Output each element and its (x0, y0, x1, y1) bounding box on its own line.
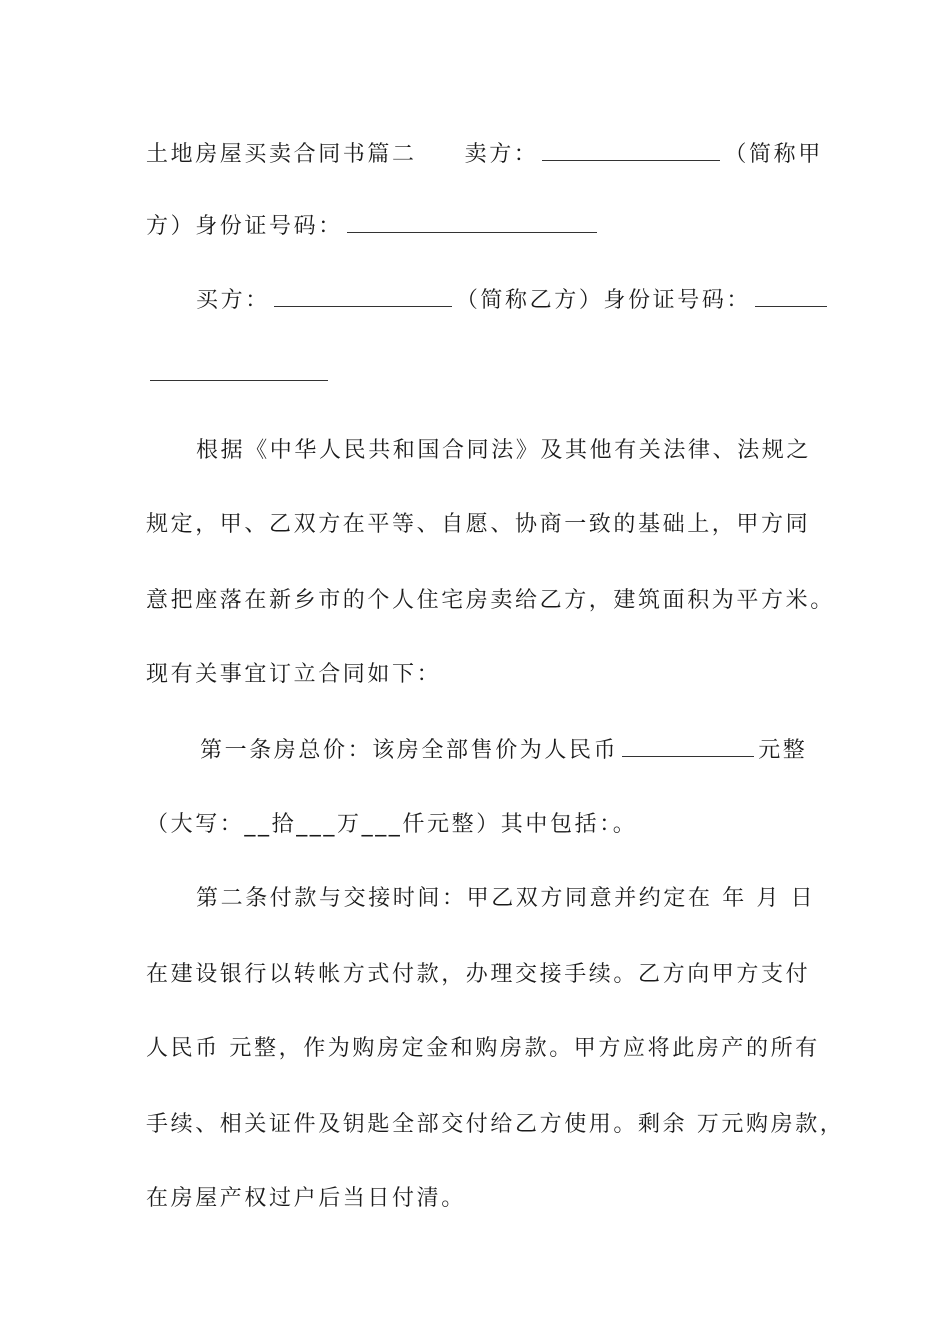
text-run: 意把座落在新乡市的个人住宅房卖给乙方，建筑面积为平方米。 (146, 588, 835, 613)
text-run: （简称乙方）身份证号码： (455, 288, 752, 313)
fill-in-blank (542, 140, 720, 161)
text-run: （简称甲 (724, 142, 823, 167)
text-run: 手续、相关证件及钥匙全部交付给乙方使用。剩余 万元购房款， (146, 1112, 845, 1137)
text-run: 元整 (758, 738, 808, 763)
text-run: 方）身份证号码： (146, 214, 343, 239)
text-line (146, 1034, 820, 1064)
text-line (200, 736, 810, 766)
text-run: 现有关事宜订立合同如下： (146, 662, 442, 687)
text-line (146, 510, 811, 540)
text-line (146, 212, 806, 242)
text-line (146, 360, 806, 390)
text-line (196, 436, 812, 466)
text-line (196, 884, 816, 914)
text-run: 买方： (196, 288, 270, 313)
fill-in-blank (150, 360, 328, 381)
text-run: 在建设银行以转帐方式付款，办理交接手续。乙方向甲方支付 (146, 962, 811, 987)
fill-in-blank (274, 286, 452, 307)
text-run: （大写：__拾___万___仟元整）其中包括：。 (146, 812, 638, 837)
text-run: 卖方： (464, 142, 539, 167)
text-run: 第二条付款与交接时间：甲乙双方同意并约定在 年 月 日 (196, 886, 816, 911)
text-line (146, 140, 823, 170)
text-line (146, 960, 811, 990)
text-run: 土地房屋买卖合同书篇二 (146, 142, 417, 167)
text-line (146, 586, 835, 616)
text-run: 第一条房总价：该房全部售价为人民币 (200, 738, 619, 763)
fill-in-blank (347, 212, 597, 233)
text-line (146, 810, 806, 840)
fill-in-blank (622, 736, 754, 757)
text-run: 人民币 元整，作为购房定金和购房款。甲方应将此房产的所有 (146, 1036, 820, 1061)
text-line (196, 286, 806, 316)
text-line (146, 1110, 845, 1140)
text-run: 规定，甲、乙双方在平等、自愿、协商一致的基础上，甲方同 (146, 512, 811, 537)
text-line (146, 660, 806, 690)
text-run: 在房屋产权过户后当日付清。 (146, 1186, 466, 1211)
fill-in-blank (755, 286, 827, 307)
text-line (146, 1184, 806, 1214)
text-run: 根据《中华人民共和国合同法》及其他有关法律、法规之 (196, 438, 812, 463)
